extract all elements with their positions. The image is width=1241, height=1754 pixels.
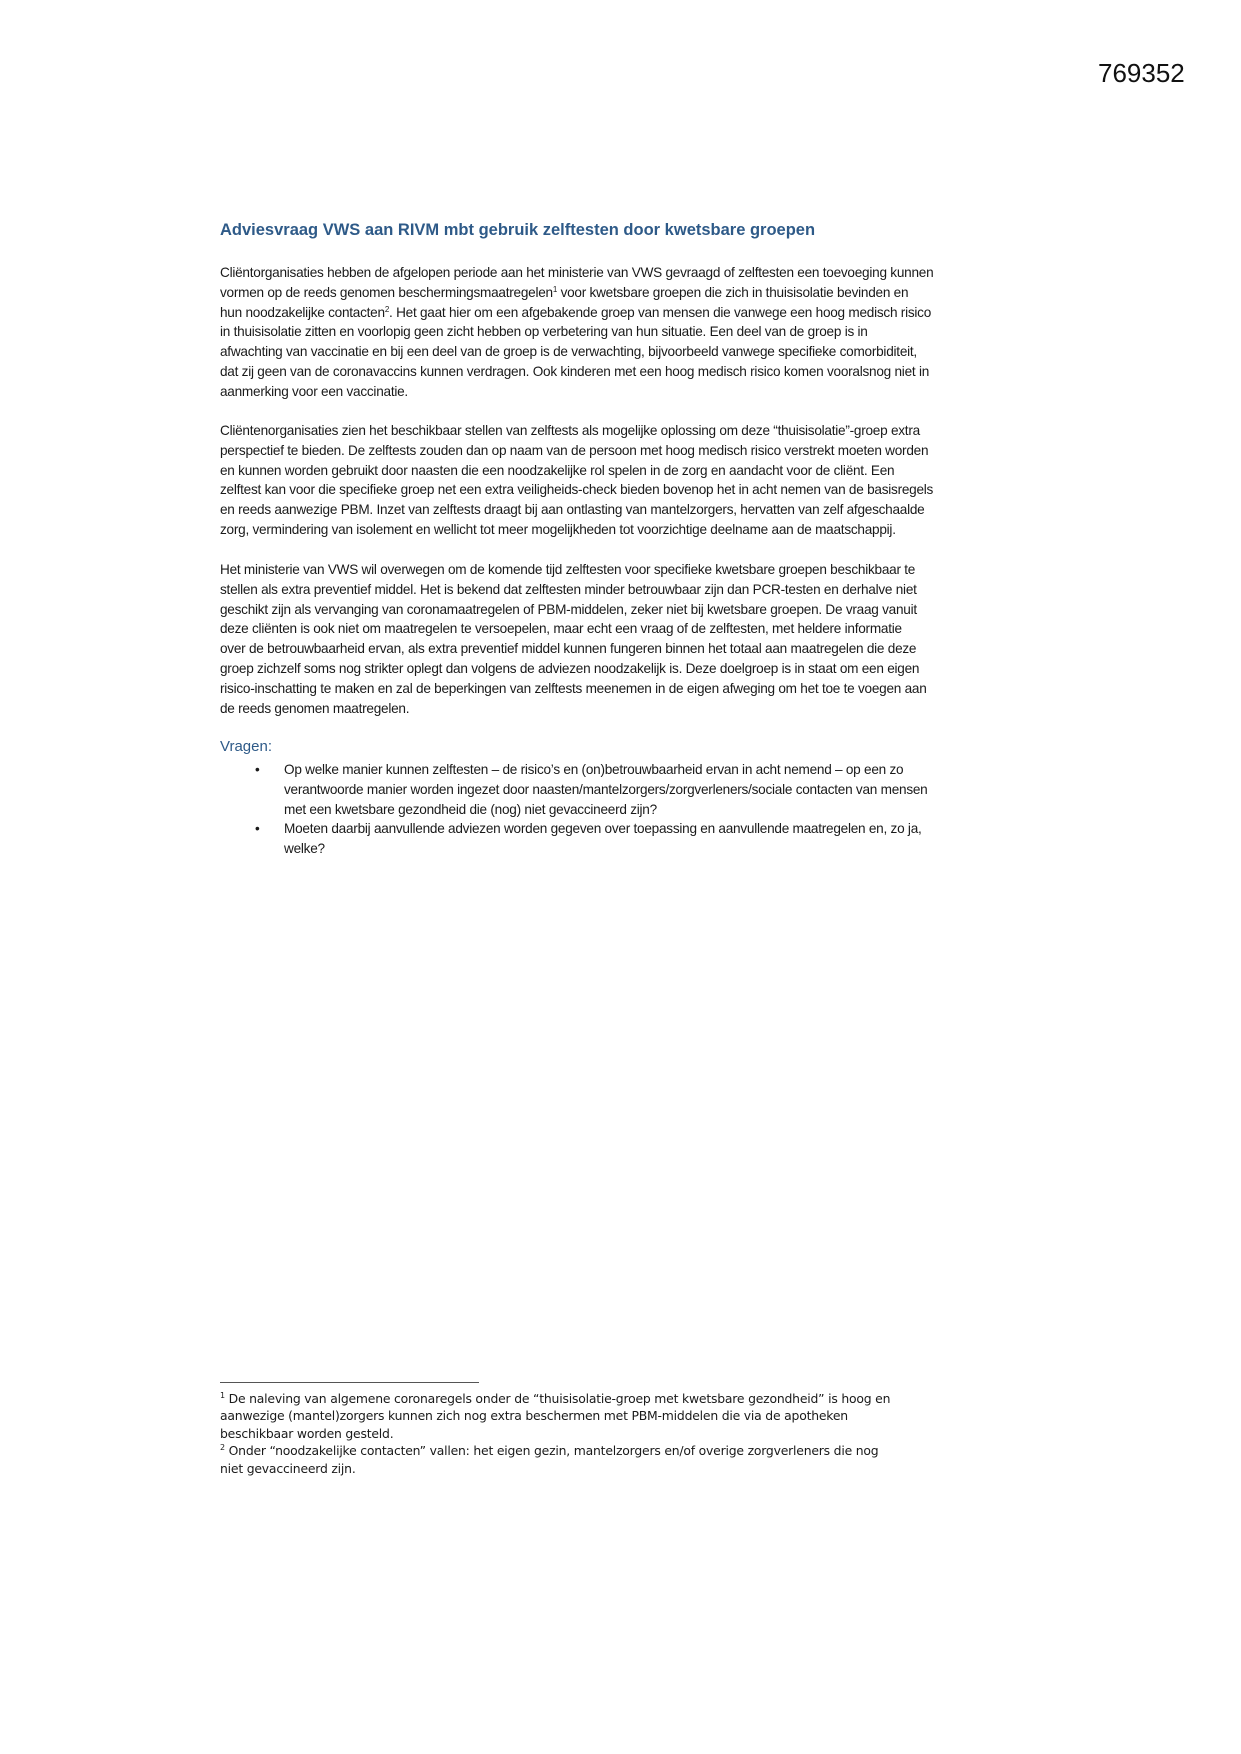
text-line [220, 303, 933, 323]
text-line: verantwoorde manier worden ingezet door naasten/mantelzorgers/zorgverleners/sociale contacten van mensen [284, 781, 928, 797]
questions-heading: Vragen: [220, 738, 272, 755]
text-segment: voor kwetsbare groepen die zich in thuisisolatie bevinden en [557, 284, 909, 300]
footnote-2 [220, 1442, 890, 1459]
text-line: welke? [284, 841, 325, 857]
text-line: stellen als extra preventief middel. Het is bekend dat zelftesten minder betrouwbaar zijn dan PCR-testen en derhalve niet [220, 581, 917, 597]
footnote-divider [220, 1382, 479, 1383]
text-line: Op welke manier kunnen zelftesten – de risico’s en (on)betrouwbaarheid ervan in acht nemend – op een zo [284, 762, 904, 777]
footnote-number: 1 [220, 1391, 225, 1400]
list-item [250, 760, 928, 819]
text-line: aanmerking voor een vaccinatie. [220, 383, 408, 399]
footnote-number: 2 [220, 1443, 225, 1453]
footnote-1 [220, 1390, 890, 1407]
text-segment: vormen op de reeds genomen beschermingsmaatregelen [220, 284, 553, 300]
text-line: Cliëntenorganisaties zien het beschikbaar stellen van zelftests als mogelijke oplossing om deze “thuisisolatie”-groep extra [220, 423, 920, 438]
text-line: de reeds genomen maatregelen. [220, 700, 410, 716]
text-line [220, 283, 933, 303]
text-line: Moeten daarbij aanvullende adviezen worden gegeven over toepassing en aanvullende maatregelen en, zo ja, [284, 821, 922, 837]
text-line: dat zij geen van de coronavaccins kunnen verdragen. Ook kinderen met een hoog medisch risico komen vooralsnog niet in [220, 363, 930, 379]
bullet-icon: • [255, 821, 260, 837]
text-line: afwachting van vaccinatie en bij een deel van de groep is de verwachting, bijvoorbeeld vanwege specifieke comorbiditeit, [220, 344, 917, 360]
document-number: 769352 [1098, 58, 1185, 88]
text-line: in thuisisolatie zitten en voorlopig geen zicht hebben op verbetering van hun situatie. Een deel van de groep is in [220, 324, 868, 340]
text-line: zelftest kan voor die specifieke groep net een extra veiligheids-check bieden bovenop het in acht nemen van de basisregels [220, 482, 934, 498]
paragraph-3 [220, 560, 927, 718]
text-line: deze cliënten is ook niet om maatregelen te versoepelen, maar echt een vraag of de zelftesten, met heldere informatie [220, 621, 902, 637]
text-line: aanwezige (mantel)zorgers kunnen zich nog extra beschermen met PBM-middelen die via de apotheken [220, 1408, 848, 1424]
bullet-icon: • [255, 762, 260, 777]
text-line: over de betrouwbaarheid ervan, als extra preventief middel kunnen fungeren binnen het totaal aan maatregelen die deze [220, 641, 917, 657]
text-line: risico-inschatting te maken en zal de beperkingen van zelftests meenemen in de eigen afweging om het toe te voegen aan [220, 680, 927, 696]
text-line: en reeds aanwezige PBM. Inzet van zelftests draagt bij aan ontlasting van mantelzorgers, hervatten van zelf afgeschaalde [220, 502, 925, 518]
text-line: Cliëntorganisaties hebben de afgelopen periode aan het ministerie van VWS gevraagd of zelftesten een toevoeging kunnen [220, 265, 934, 280]
text-line: Het ministerie van VWS wil overwegen om de komende tijd zelftesten voor specifieke kwetsbare groepen beschikbaar te [220, 562, 916, 577]
paragraph-2 [220, 421, 933, 540]
text-segment: De naleving van algemene coronaregels onder de “thuisisolatie-groep met kwetsbare gezondheid” is hoog en [224, 1391, 891, 1406]
text-line: perspectief te bieden. De zelftests zouden dan op naam van de persoon met hoog medisch risico verstrekt moeten worden [220, 442, 929, 458]
list-item [250, 819, 928, 859]
text-line: groep zichzelf soms nog strikter oplegt dan volgens de adviezen noodzakelijk is. Deze doelgroep is in staat om een eigen [220, 660, 920, 676]
text-segment: . Het gaat hier om een afgebakende groep van mensen die vanwege een hoog medisch risico [389, 304, 932, 320]
questions-list [250, 760, 928, 859]
text-line: geschikt zijn als vervanging van coronamaatregelen of PBM-middelen, zeker niet bij kwetsbare groepen. De vraag vanuit [220, 601, 917, 617]
footnotes [220, 1390, 890, 1477]
paragraph-1 [220, 263, 933, 402]
text-line: beschikbaar worden gesteld. [220, 1425, 394, 1441]
footnote-ref-1[interactable]: 1 [552, 284, 558, 294]
text-line: en kunnen worden gebruikt door naasten die een noodzakelijke rol spelen in de zorg en aandacht voor de cliënt. Een [220, 462, 895, 478]
document-title: Adviesvraag VWS aan RIVM mbt gebruik zelftesten door kwetsbare groepen [220, 221, 816, 239]
text-line: zorg, vermindering van isolement en wellicht tot meer mogelijkheden tot voorzichtige deelname aan de maatschappij. [220, 521, 896, 537]
text-line: niet gevaccineerd zijn. [220, 1460, 356, 1476]
text-line: met een kwetsbare gezondheid die (nog) niet gevaccineerd zijn? [284, 801, 657, 817]
text-segment: hun noodzakelijke contacten [220, 304, 385, 320]
text-segment: Onder “noodzakelijke contacten” vallen: het eigen gezin, mantelzorgers en/of overige zorgverleners die nog [224, 1443, 879, 1459]
footnote-ref-2[interactable]: 2 [384, 304, 390, 314]
